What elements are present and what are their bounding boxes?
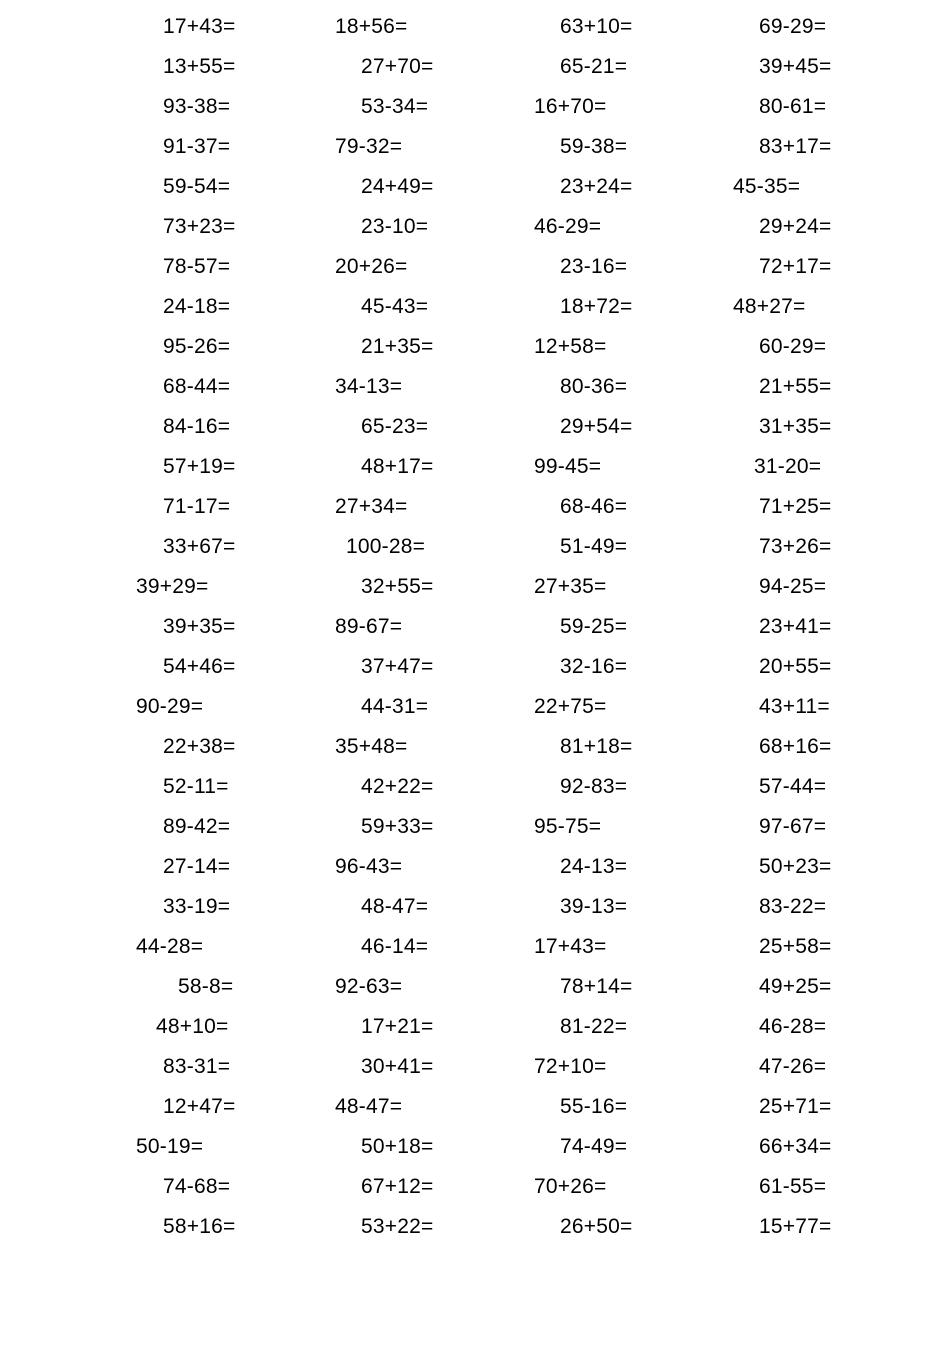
problem-r25-c1: 58-8= — [178, 975, 234, 998]
problem-r28-c2: 48-47= — [335, 1095, 403, 1118]
problem-r27-c4: 47-26= — [759, 1055, 827, 1078]
problem-r10-c1: 68-44= — [163, 375, 231, 398]
problem-r10-c2: 34-13= — [335, 375, 403, 398]
problem-r26-c2: 17+21= — [361, 1015, 434, 1038]
problem-r25-c3: 78+14= — [560, 975, 633, 998]
problem-r11-c2: 65-23= — [361, 415, 429, 438]
problem-r25-c4: 49+25= — [759, 975, 832, 998]
problem-r22-c3: 24-13= — [560, 855, 628, 878]
problem-r9-c3: 12+58= — [534, 335, 607, 358]
problem-r12-c2: 48+17= — [361, 455, 434, 478]
problem-r8-c2: 45-43= — [361, 295, 429, 318]
problem-r29-c4: 66+34= — [759, 1135, 832, 1158]
problem-r24-c2: 46-14= — [361, 935, 429, 958]
problem-r13-c4: 71+25= — [759, 495, 832, 518]
problem-r30-c2: 67+12= — [361, 1175, 434, 1198]
problem-r18-c3: 22+75= — [534, 695, 607, 718]
problem-r22-c2: 96-43= — [335, 855, 403, 878]
problem-r16-c4: 23+41= — [759, 615, 832, 638]
problem-r14-c2: 100-28= — [346, 535, 426, 558]
problem-r8-c1: 24-18= — [163, 295, 231, 318]
problem-r21-c2: 59+33= — [361, 815, 434, 838]
problem-r2-c4: 39+45= — [759, 55, 832, 78]
problem-r13-c2: 27+34= — [335, 495, 408, 518]
problem-r4-c3: 59-38= — [560, 135, 628, 158]
problem-r7-c2: 20+26= — [335, 255, 408, 278]
problem-r19-c4: 68+16= — [759, 735, 832, 758]
problem-r27-c1: 83-31= — [163, 1055, 231, 1078]
problem-r18-c4: 43+11= — [759, 695, 830, 718]
problem-r8-c3: 18+72= — [560, 295, 633, 318]
problem-r3-c4: 80-61= — [759, 95, 827, 118]
problem-r19-c2: 35+48= — [335, 735, 408, 758]
problem-r29-c2: 50+18= — [361, 1135, 434, 1158]
problem-r28-c4: 25+71= — [759, 1095, 832, 1118]
problem-r22-c4: 50+23= — [759, 855, 832, 878]
problem-r7-c4: 72+17= — [759, 255, 832, 278]
problem-r14-c1: 33+67= — [163, 535, 236, 558]
problem-r9-c4: 60-29= — [759, 335, 827, 358]
problem-r12-c4: 31-20= — [754, 455, 822, 478]
problem-r16-c1: 39+35= — [163, 615, 236, 638]
problem-r19-c3: 81+18= — [560, 735, 633, 758]
problem-r31-c1: 58+16= — [163, 1215, 236, 1238]
problem-r13-c3: 68-46= — [560, 495, 628, 518]
problem-r1-c3: 63+10= — [560, 15, 633, 38]
problem-r31-c2: 53+22= — [361, 1215, 434, 1238]
problem-r18-c2: 44-31= — [361, 695, 429, 718]
problem-r22-c1: 27-14= — [163, 855, 231, 878]
problem-r26-c4: 46-28= — [759, 1015, 827, 1038]
problem-r30-c3: 70+26= — [534, 1175, 607, 1198]
problem-r3-c2: 53-34= — [361, 95, 429, 118]
problem-r16-c2: 89-67= — [335, 615, 403, 638]
problem-r9-c2: 21+35= — [361, 335, 434, 358]
problem-r14-c3: 51-49= — [560, 535, 628, 558]
problem-r1-c4: 69-29= — [759, 15, 827, 38]
problem-r17-c3: 32-16= — [560, 655, 628, 678]
problem-r15-c3: 27+35= — [534, 575, 607, 598]
problem-r21-c1: 89-42= — [163, 815, 231, 838]
problem-r12-c3: 99-45= — [534, 455, 602, 478]
problem-r4-c1: 91-37= — [163, 135, 231, 158]
problem-r10-c4: 21+55= — [759, 375, 832, 398]
problem-r21-c3: 95-75= — [534, 815, 602, 838]
problem-r2-c3: 65-21= — [560, 55, 628, 78]
problem-r17-c1: 54+46= — [163, 655, 236, 678]
problem-r12-c1: 57+19= — [163, 455, 236, 478]
problem-r13-c1: 71-17= — [163, 495, 231, 518]
problem-r4-c4: 83+17= — [759, 135, 832, 158]
problem-r26-c3: 81-22= — [560, 1015, 628, 1038]
problem-r17-c2: 37+47= — [361, 655, 434, 678]
problem-r2-c1: 13+55= — [163, 55, 236, 78]
problem-r23-c4: 83-22= — [759, 895, 827, 918]
problem-r23-c1: 33-19= — [163, 895, 231, 918]
problem-r14-c4: 73+26= — [759, 535, 832, 558]
problem-r5-c4: 45-35= — [733, 175, 801, 198]
problem-r27-c3: 72+10= — [534, 1055, 607, 1078]
problem-r1-c1: 17+43= — [163, 15, 236, 38]
problem-r21-c4: 97-67= — [759, 815, 827, 838]
problem-r5-c3: 23+24= — [560, 175, 633, 198]
problem-r24-c4: 25+58= — [759, 935, 832, 958]
problem-r20-c1: 52-11= — [163, 775, 229, 798]
problem-r8-c4: 48+27= — [733, 295, 806, 318]
problem-r10-c3: 80-36= — [560, 375, 628, 398]
problem-r6-c1: 73+23= — [163, 215, 236, 238]
problem-r23-c3: 39-13= — [560, 895, 628, 918]
problem-r26-c1: 48+10= — [156, 1015, 229, 1038]
problem-r15-c4: 94-25= — [759, 575, 827, 598]
problem-r3-c3: 16+70= — [534, 95, 607, 118]
problem-r20-c2: 42+22= — [361, 775, 434, 798]
problem-r6-c2: 23-10= — [361, 215, 429, 238]
problem-r24-c1: 44-28= — [136, 935, 204, 958]
problem-r5-c1: 59-54= — [163, 175, 231, 198]
problem-r29-c1: 50-19= — [136, 1135, 204, 1158]
problem-r16-c3: 59-25= — [560, 615, 628, 638]
problem-r11-c3: 29+54= — [560, 415, 633, 438]
problem-r7-c3: 23-16= — [560, 255, 628, 278]
problem-r31-c4: 15+77= — [759, 1215, 832, 1238]
problem-r23-c2: 48-47= — [361, 895, 429, 918]
problem-r6-c3: 46-29= — [534, 215, 602, 238]
problem-r20-c4: 57-44= — [759, 775, 827, 798]
problem-r15-c2: 32+55= — [361, 575, 434, 598]
problem-r11-c4: 31+35= — [759, 415, 832, 438]
problem-r17-c4: 20+55= — [759, 655, 832, 678]
problem-r28-c1: 12+47= — [163, 1095, 236, 1118]
problem-r5-c2: 24+49= — [361, 175, 434, 198]
problem-r6-c4: 29+24= — [759, 215, 832, 238]
problem-r27-c2: 30+41= — [361, 1055, 434, 1078]
problem-r30-c4: 61-55= — [759, 1175, 827, 1198]
problem-r28-c3: 55-16= — [560, 1095, 628, 1118]
problem-r18-c1: 90-29= — [136, 695, 204, 718]
problem-r3-c1: 93-38= — [163, 95, 231, 118]
problem-r9-c1: 95-26= — [163, 335, 231, 358]
problem-r7-c1: 78-57= — [163, 255, 231, 278]
problem-r2-c2: 27+70= — [361, 55, 434, 78]
problem-r1-c2: 18+56= — [335, 15, 408, 38]
problem-r24-c3: 17+43= — [534, 935, 607, 958]
problem-r20-c3: 92-83= — [560, 775, 628, 798]
problem-r11-c1: 84-16= — [163, 415, 231, 438]
problem-r19-c1: 22+38= — [163, 735, 236, 758]
problem-r4-c2: 79-32= — [335, 135, 403, 158]
problem-r25-c2: 92-63= — [335, 975, 403, 998]
problem-r15-c1: 39+29= — [136, 575, 209, 598]
problem-r30-c1: 74-68= — [163, 1175, 231, 1198]
problem-r29-c3: 74-49= — [560, 1135, 628, 1158]
problem-r31-c3: 26+50= — [560, 1215, 633, 1238]
